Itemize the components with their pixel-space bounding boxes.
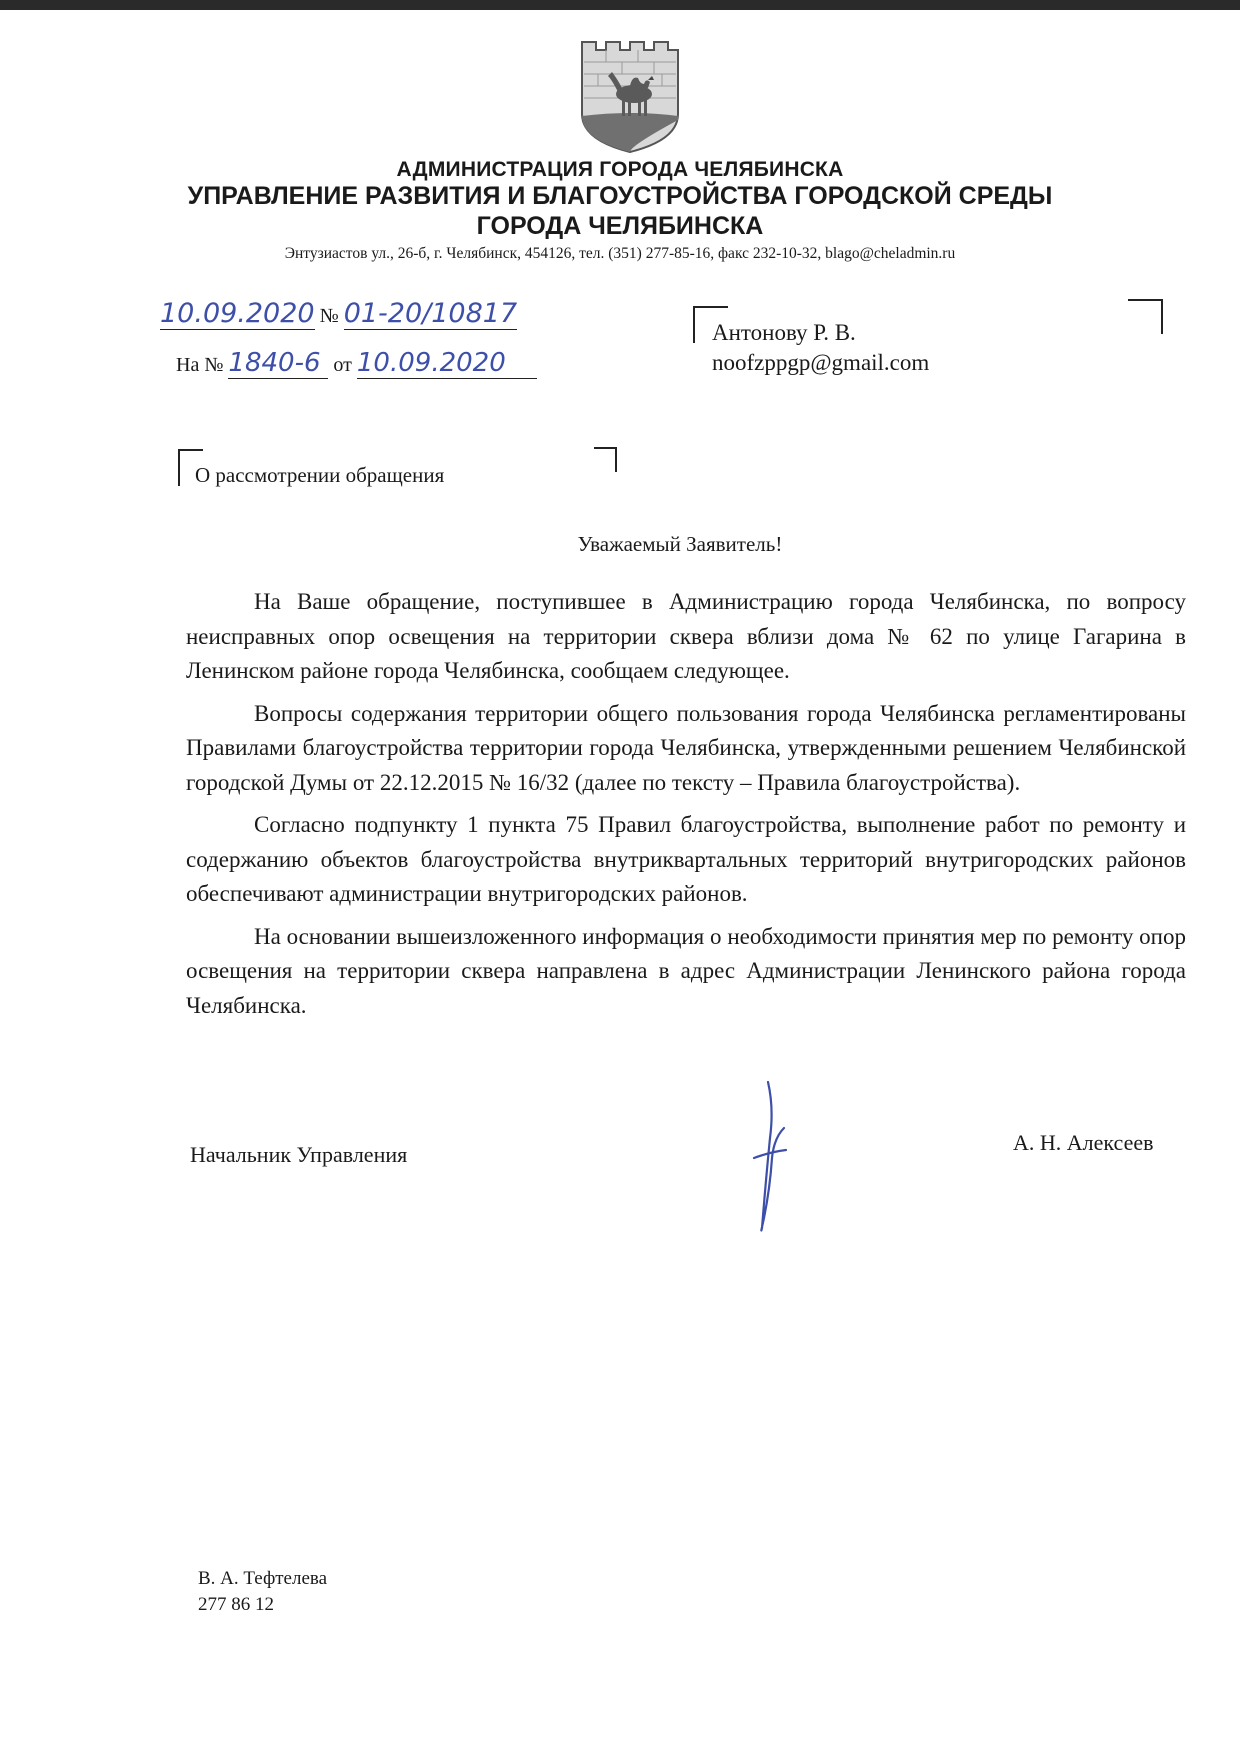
subject-corner-right <box>592 446 622 476</box>
signer-title: Начальник Управления <box>190 1142 408 1167</box>
outgoing-date: 10.09.2020 <box>160 298 315 329</box>
addressee-email: noofzppgp@gmail.com <box>712 350 930 375</box>
executor-name: В. А. Тефтелева <box>198 1568 328 1589</box>
addressee-corner-right <box>1126 298 1166 338</box>
administration-title: АДМИНИСТРАЦИЯ ГОРОДА ЧЕЛЯБИНСКА <box>396 158 844 181</box>
body-paragraph-2: Вопросы содержания территории общего пользования города Челябинска регламентированы Правилами благоустройства территории города Челябинска, утвержденными решением Челябинской городской Думы от 22.12.2015 № 16/32 (далее по тексту – Правила благоустройства). <box>186 700 1186 795</box>
executor-phone: 277 86 12 <box>198 1594 274 1615</box>
body-paragraph-1: На Ваше обращение, поступившее в Администрацию города Челябинска, по вопросу неисправных опор освещения на территории сквера вблизи дома № 62 по улице Гагарина в Ленинском районе города Челябинска, сообщаем следующее. <box>186 589 1186 683</box>
incoming-reference <box>176 348 537 379</box>
number-prefix: № <box>319 305 339 327</box>
body-paragraph-3: Согласно подпункту 1 пункта 75 Правил благоустройства, выполнение работ по ремонту и содержанию объектов благоустройства внутриквартальных территорий внутригородских районов обеспечивают администрации внутригородских районов. <box>186 812 1186 906</box>
department-contacts: Энтузиастов ул., 26-б, г. Челябинск, 454126, тел. (351) 277-85-16, факс 232-10-32, blago@cheladmin.ru <box>284 245 956 262</box>
letter-subject: О рассмотрении обращения <box>195 463 445 487</box>
coat-of-arms-emblem <box>578 36 682 154</box>
department-city: ГОРОДА ЧЕЛЯБИНСКА <box>476 212 764 240</box>
incoming-date: 10.09.2020 <box>357 348 537 379</box>
addressee-name: Антонову Р. В. <box>712 320 856 345</box>
salutation: Уважаемый Заявитель! <box>577 532 783 556</box>
scan-top-edge <box>0 0 1240 10</box>
signer-name: А. Н. Алексеев <box>1013 1130 1154 1155</box>
letter-body <box>186 585 1186 1023</box>
incoming-number: 1840-6 <box>228 348 328 379</box>
incoming-date-label: от <box>333 354 352 376</box>
outgoing-number: 01-20/10817 <box>343 298 518 329</box>
incoming-number-label: На № <box>176 354 224 376</box>
addressee-block <box>712 318 929 378</box>
handwritten-signature <box>740 1078 800 1238</box>
body-paragraph-4: На основании вышеизложенного информация о необходимости принятия мер по ремонту опор освещения на территории сквера направлена в адрес Администрации Ленинского района города Челябинска. <box>186 923 1186 1018</box>
department-title: УПРАВЛЕНИЕ РАЗВИТИЯ И БЛАГОУСТРОЙСТВА ГОРОДСКОЙ СРЕДЫ <box>187 182 1053 210</box>
outgoing-registration <box>160 298 517 330</box>
